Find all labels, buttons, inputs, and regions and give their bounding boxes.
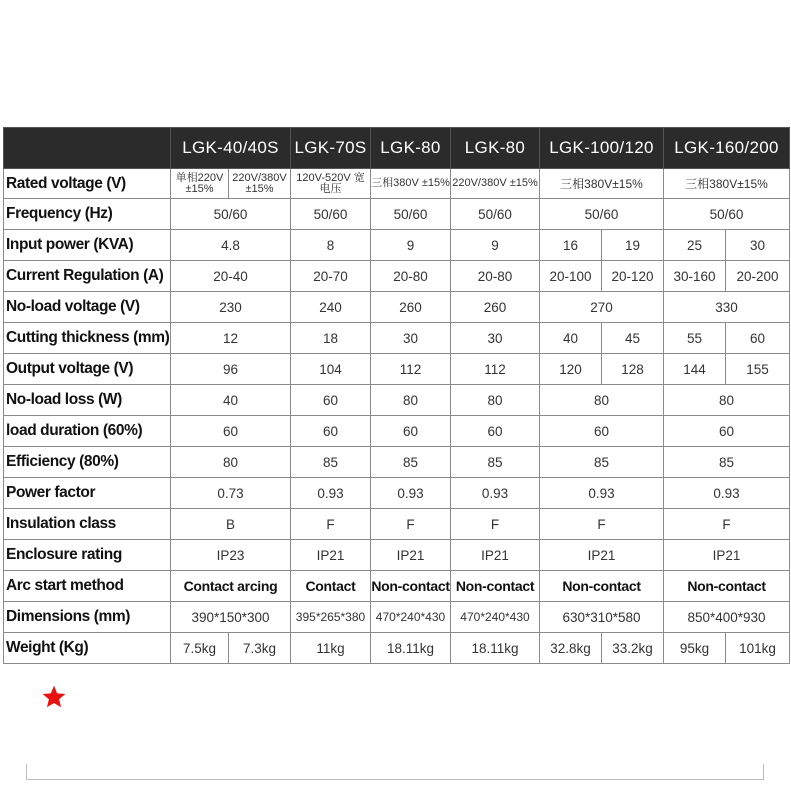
cell: F — [371, 509, 451, 540]
cell: 270 — [540, 292, 664, 323]
row-label: Rated voltage (V) — [4, 169, 171, 199]
cell: F — [540, 509, 664, 540]
cell: F — [291, 509, 371, 540]
bottom-divider — [26, 764, 764, 780]
cell: 16 — [540, 230, 602, 261]
cell: 55 — [664, 323, 726, 354]
row-label: Cutting thickness (mm) — [4, 323, 171, 354]
cell: 470*240*430 — [451, 602, 540, 633]
cell: Contact arcing — [171, 571, 291, 602]
cell: 60 — [451, 416, 540, 447]
star-icon — [41, 684, 67, 710]
cell: 60 — [371, 416, 451, 447]
cell: 230 — [171, 292, 291, 323]
cell: 260 — [371, 292, 451, 323]
table-row — [4, 292, 790, 323]
cell: 18.11kg — [371, 633, 451, 664]
cell: 112 — [451, 354, 540, 385]
cell: 330 — [664, 292, 790, 323]
header-row — [4, 128, 790, 169]
cell: B — [171, 509, 291, 540]
cell: 220V/380V ±15% — [229, 169, 291, 199]
table-row — [4, 169, 790, 199]
row-label: Enclosure rating — [4, 540, 171, 571]
cell: IP21 — [451, 540, 540, 571]
row-label: Weight (Kg) — [4, 633, 171, 664]
cell: 50/60 — [371, 199, 451, 230]
cell: 12 — [171, 323, 291, 354]
cell: 20-80 — [451, 261, 540, 292]
cell: 11kg — [291, 633, 371, 664]
cell: 三相380V ±15% — [371, 169, 451, 199]
cell: 18 — [291, 323, 371, 354]
cell: 60 — [291, 385, 371, 416]
cell: 220V/380V ±15% — [451, 169, 540, 199]
cell: 40 — [540, 323, 602, 354]
cell: 60 — [291, 416, 371, 447]
cell: 33.2kg — [602, 633, 664, 664]
cell: 50/60 — [291, 199, 371, 230]
cell: 128 — [602, 354, 664, 385]
cell: 240 — [291, 292, 371, 323]
cell: 120V-520V 宽电压 — [291, 169, 371, 199]
header-model-4: LGK-80 — [451, 128, 540, 169]
cell: Non-contact — [540, 571, 664, 602]
table-row — [4, 602, 790, 633]
cell: IP21 — [540, 540, 664, 571]
cell: 470*240*430 — [371, 602, 451, 633]
header-model-3: LGK-80 — [371, 128, 451, 169]
cell: 155 — [726, 354, 790, 385]
cell: 三相380V±15% — [664, 169, 790, 199]
cell: 50/60 — [451, 199, 540, 230]
cell: 144 — [664, 354, 726, 385]
table-row — [4, 633, 790, 664]
cell: Non-contact — [664, 571, 790, 602]
cell: 101kg — [726, 633, 790, 664]
cell: Non-contact — [371, 571, 451, 602]
cell: F — [451, 509, 540, 540]
cell: 120 — [540, 354, 602, 385]
cell: 96 — [171, 354, 291, 385]
cell: 0.93 — [451, 478, 540, 509]
cell: 80 — [371, 385, 451, 416]
table-row — [4, 323, 790, 354]
cell: IP21 — [291, 540, 371, 571]
cell: 85 — [371, 447, 451, 478]
cell: 30 — [726, 230, 790, 261]
cell: 85 — [540, 447, 664, 478]
cell: 112 — [371, 354, 451, 385]
cell: 260 — [451, 292, 540, 323]
row-label: Dimensions (mm) — [4, 602, 171, 633]
cell: 7.3kg — [229, 633, 291, 664]
cell: 50/60 — [540, 199, 664, 230]
cell: 80 — [171, 447, 291, 478]
cell: 20-70 — [291, 261, 371, 292]
cell: 0.93 — [540, 478, 664, 509]
table-row — [4, 478, 790, 509]
table-row — [4, 447, 790, 478]
header-corner — [4, 128, 171, 169]
header-model-1: LGK-40/40S — [171, 128, 291, 169]
cell: 25 — [664, 230, 726, 261]
cell: 630*310*580 — [540, 602, 664, 633]
table-row — [4, 230, 790, 261]
cell: IP23 — [171, 540, 291, 571]
cell: 85 — [451, 447, 540, 478]
spec-table — [3, 127, 790, 664]
cell: 95kg — [664, 633, 726, 664]
cell: 0.93 — [291, 478, 371, 509]
table-row — [4, 509, 790, 540]
cell: 85 — [664, 447, 790, 478]
cell: 20-100 — [540, 261, 602, 292]
cell: 0.73 — [171, 478, 291, 509]
cell: 20-200 — [726, 261, 790, 292]
row-label: Arc start method — [4, 571, 171, 602]
row-label: Input power (KVA) — [4, 230, 171, 261]
cell: 0.93 — [371, 478, 451, 509]
cell: 60 — [726, 323, 790, 354]
cell: 8 — [291, 230, 371, 261]
cell: 20-120 — [602, 261, 664, 292]
cell: 30-160 — [664, 261, 726, 292]
cell: 80 — [664, 385, 790, 416]
cell: 40 — [171, 385, 291, 416]
cell: 50/60 — [171, 199, 291, 230]
cell: 9 — [451, 230, 540, 261]
cell: 60 — [664, 416, 790, 447]
cell: 7.5kg — [171, 633, 229, 664]
table-row — [4, 416, 790, 447]
cell: 单相220V ±15% — [171, 169, 229, 199]
header-model-6: LGK-160/200 — [664, 128, 790, 169]
table-row — [4, 199, 790, 230]
cell: Contact — [291, 571, 371, 602]
cell: 50/60 — [664, 199, 790, 230]
cell: 80 — [540, 385, 664, 416]
cell: 45 — [602, 323, 664, 354]
cell: 18.11kg — [451, 633, 540, 664]
row-label: Insulation class — [4, 509, 171, 540]
cell: 0.93 — [664, 478, 790, 509]
row-label: Power factor — [4, 478, 171, 509]
cell: F — [664, 509, 790, 540]
header-model-2: LGK-70S — [291, 128, 371, 169]
table-row — [4, 571, 790, 602]
cell: 20-40 — [171, 261, 291, 292]
row-label: Current Regulation (A) — [4, 261, 171, 292]
cell: Non-contact — [451, 571, 540, 602]
table-row — [4, 354, 790, 385]
cell: 390*150*300 — [171, 602, 291, 633]
cell: 85 — [291, 447, 371, 478]
cell: 395*265*380 — [291, 602, 371, 633]
row-label: Output voltage (V) — [4, 354, 171, 385]
cell: 20-80 — [371, 261, 451, 292]
cell: 30 — [451, 323, 540, 354]
cell: 30 — [371, 323, 451, 354]
cell: 32.8kg — [540, 633, 602, 664]
cell: 850*400*930 — [664, 602, 790, 633]
cell: IP21 — [664, 540, 790, 571]
cell: 4.8 — [171, 230, 291, 261]
cell: IP21 — [371, 540, 451, 571]
row-label: Frequency (Hz) — [4, 199, 171, 230]
table-row — [4, 540, 790, 571]
cell: 60 — [171, 416, 291, 447]
table-row — [4, 261, 790, 292]
cell: 80 — [451, 385, 540, 416]
table-row — [4, 385, 790, 416]
cell: 19 — [602, 230, 664, 261]
row-label: No-load loss (W) — [4, 385, 171, 416]
cell: 9 — [371, 230, 451, 261]
cell: 104 — [291, 354, 371, 385]
row-label: load duration (60%) — [4, 416, 171, 447]
cell: 三相380V±15% — [540, 169, 664, 199]
cell: 60 — [540, 416, 664, 447]
header-model-5: LGK-100/120 — [540, 128, 664, 169]
row-label: Efficiency (80%) — [4, 447, 171, 478]
row-label: No-load voltage (V) — [4, 292, 171, 323]
